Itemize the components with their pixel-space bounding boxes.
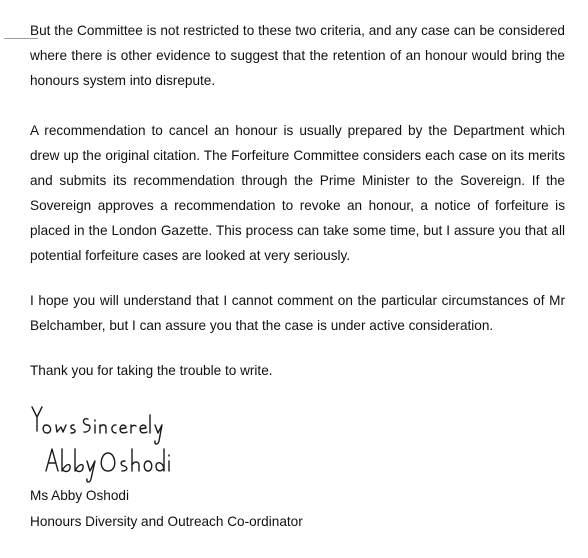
handwritten-signature (28, 395, 208, 490)
signature-drawing (28, 395, 208, 490)
paragraph-thanks: Thank you for taking the trouble to write. (30, 363, 273, 378)
paragraph-criteria: But the Committee is not restricted to these two criteria, and any case can be considered where there is other evidence to suggest that the retention of an honour would bring the honours system into disrepute. (30, 23, 565, 88)
paragraph-forfeiture-process: A recommendation to cancel an honour is usually prepared by the Department which drew up the original citation. The Forfeiture Committee considers each case on its merits and submits its recommendation through the Prime Minister to the Sovereign. If the Sovereign approves a recommendation to revoke an honour, a notice of forfeiture is placed in the London Gazette. This process can take some time, but I assure you that all potential forfeiture cases are looked at very seriously. (30, 123, 565, 263)
signatory-name: Ms Abby Oshodi (30, 488, 129, 503)
paragraph-circumstances: I hope you will understand that I cannot comment on the particular circumstances of Mr Belchamber, but I can assure you that the case is under active consideration. (30, 293, 565, 333)
signatory-title: Honours Diversity and Outreach Co-ordinator (30, 514, 303, 529)
